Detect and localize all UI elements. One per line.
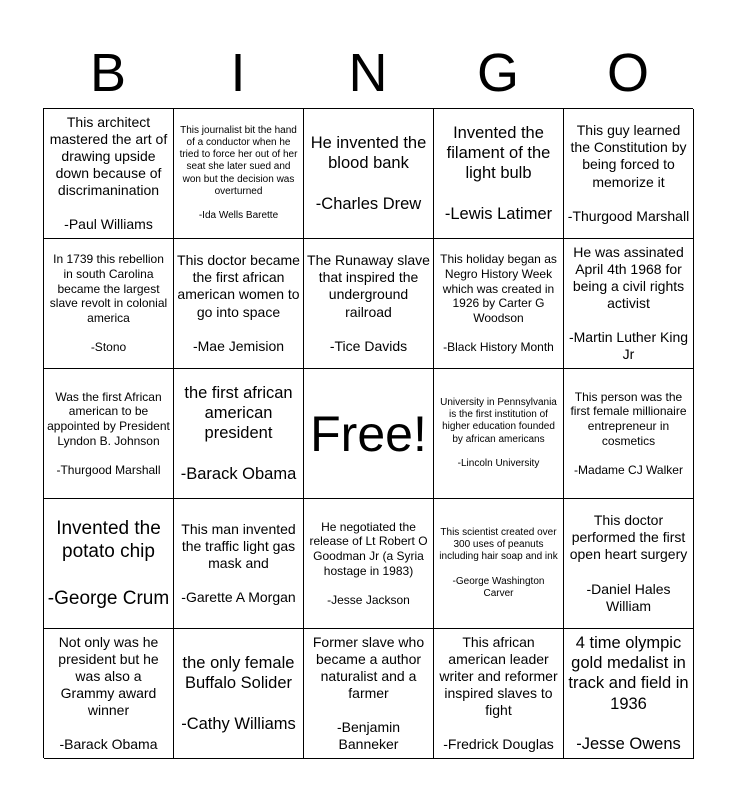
bingo-cell-text: Was the first African american to be appointed by President Lyndon B. Johnson -Thurgood Marshall: [47, 389, 170, 477]
bingo-cell[interactable]: [174, 369, 304, 499]
header-letter-i: I: [230, 43, 246, 103]
bingo-cell-text: This doctor became the first african american women to go into space -Mae Jemision: [177, 252, 300, 354]
header-letter-g: G: [476, 43, 519, 103]
bingo-cell-text: University in Pennsylvania is the first institution of higher education founded by african americans -Lincoln University: [440, 396, 557, 469]
free-space-label: Free!: [310, 405, 427, 462]
bingo-cell-text: Invented the potato chip -George Crum: [47, 518, 170, 609]
bingo-cell-text: This journalist bit the hand of a conductor when he tried to force her out of her seat she later sued and won but the decision was overturned -Ida Wells Barette: [179, 124, 298, 222]
bingo-cell-text: This african american leader writer and reformer inspired slaves to fight -Fredrick Douglas: [439, 633, 558, 753]
bingo-cell[interactable]: [44, 369, 174, 499]
bingo-cell-text: the first african american president -Barack Obama: [180, 384, 297, 483]
bingo-cell-text: This holiday began as Negro History Week which was created in 1926 by Carter G Woodson -Black History Month: [440, 252, 557, 355]
free-space-cell[interactable]: [304, 369, 434, 499]
bingo-cell[interactable]: [304, 499, 434, 629]
bingo-cell-text: He invented the blood bank -Charles Drew: [310, 134, 427, 213]
bingo-cell[interactable]: [564, 239, 694, 369]
bingo-cell[interactable]: [304, 239, 434, 369]
bingo-header: [43, 38, 693, 108]
bingo-cell-text: This man invented the traffic light gas mask and -Garette A Morgan: [181, 520, 296, 606]
bingo-cell-text: Former slave who became a author naturalist and a farmer -Benjamin Banneker: [312, 633, 425, 753]
header-letter-o: O: [606, 43, 649, 103]
bingo-cell-text: In 1739 this rebellion in south Carolina became the largest slave revolt in colonial america -Stono: [49, 252, 168, 355]
header-letter-b: B: [89, 43, 127, 103]
bingo-cell-text: This doctor performed the first open heart surgery -Daniel Hales William: [569, 512, 688, 614]
bingo-cell-text: This architect mastered the art of drawing upside down because of discrimanination -Paul Williams: [49, 113, 168, 233]
bingo-cell[interactable]: [564, 369, 694, 499]
bingo-cell-text: Invented the filament of the light bulb -Lewis Latimer: [444, 124, 553, 223]
bingo-cell[interactable]: [174, 239, 304, 369]
bingo-cell[interactable]: [564, 629, 694, 759]
header-letter-n: N: [348, 43, 388, 103]
bingo-cell-text: The Runaway slave that inspired the underground railroad -Tice Davids: [307, 252, 430, 354]
bingo-cell[interactable]: [304, 109, 434, 239]
bingo-cell[interactable]: [174, 109, 304, 239]
bingo-cell[interactable]: [434, 629, 564, 759]
bingo-cell-text: This guy learned the Constitution by being forced to memorize it -Thurgood Marshall: [567, 122, 690, 224]
bingo-cell[interactable]: [564, 109, 694, 239]
bingo-cell-text: He was assinated April 4th 1968 for being a civil rights activist -Martin Luther King Jr: [568, 243, 689, 363]
bingo-cell[interactable]: [44, 109, 174, 239]
bingo-cell-text: This person was the first female millionaire entrepreneur in cosmetics -Madame CJ Walker: [570, 389, 687, 477]
bingo-cell[interactable]: [44, 629, 174, 759]
bingo-cell[interactable]: [434, 369, 564, 499]
bingo-cell[interactable]: [434, 499, 564, 629]
bingo-cell[interactable]: [434, 109, 564, 239]
bingo-cell[interactable]: [174, 499, 304, 629]
bingo-cell-text: This scientist created over 300 uses of peanuts including hair soap and ink -George Washington Carver: [439, 526, 558, 599]
bingo-cell-text: Not only was he president but he was also a Grammy award winner -Barack Obama: [58, 633, 159, 753]
bingo-cell[interactable]: [44, 239, 174, 369]
bingo-cell[interactable]: [434, 239, 564, 369]
bingo-cell[interactable]: [304, 629, 434, 759]
bingo-card-grid: [43, 108, 693, 758]
bingo-cell[interactable]: [564, 499, 694, 629]
bingo-cell-text: 4 time olympic gold medalist in track and field in 1936 -Jesse Owens: [568, 634, 689, 753]
bingo-cell[interactable]: [174, 629, 304, 759]
bingo-cell-text: the only female Buffalo Solider -Cathy Williams: [181, 654, 296, 733]
bingo-cell[interactable]: [44, 499, 174, 629]
bingo-cell-text: He negotiated the release of Lt Robert O Goodman Jr (a Syria hostage in 1983) -Jesse Jackson: [309, 519, 428, 607]
